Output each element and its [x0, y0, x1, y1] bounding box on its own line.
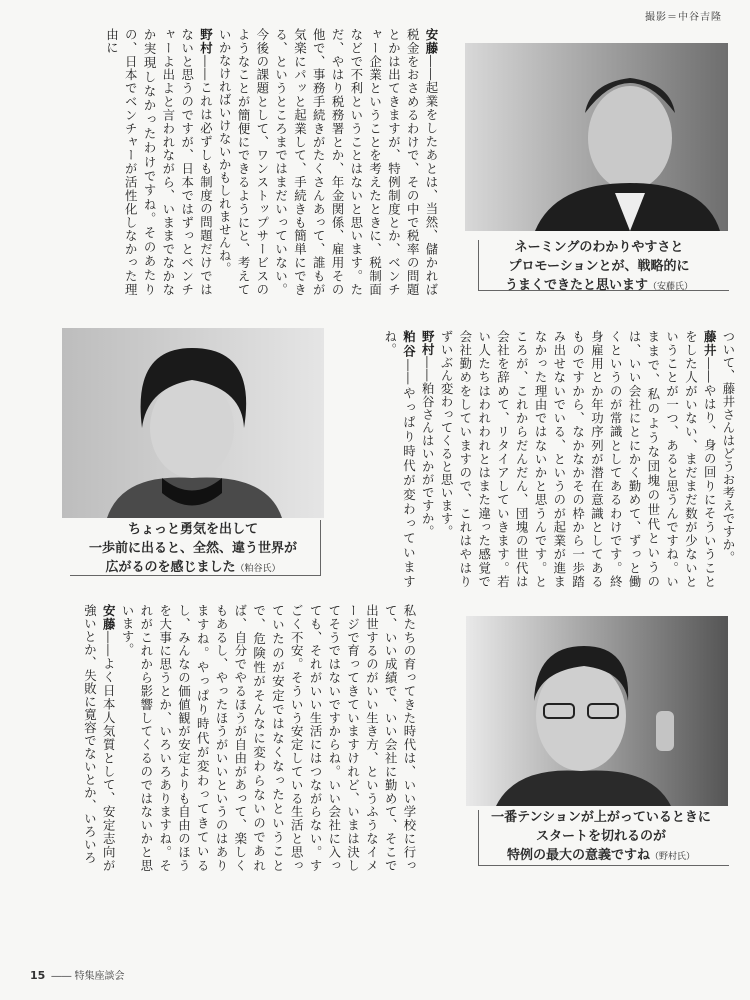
caption-line: 広がるのを感じました（粕谷氏） — [105, 560, 281, 575]
speaker-name: 野村 — [198, 28, 214, 55]
text-column-top-left — [28, 28, 440, 296]
photo-kasuya — [62, 328, 324, 518]
caption-line: ちょっと勇気を出して — [127, 522, 258, 537]
speaker-name: 安藤 — [424, 28, 439, 55]
caption-speaker: （野村氏） — [650, 852, 696, 862]
page-number: 15 — [30, 969, 46, 982]
paragraph-text: ――よく日本人気質として、安定志向が強いとか、失敗に寛容でないとか、いろいろ — [82, 604, 117, 872]
nomura-portrait-image — [466, 616, 728, 806]
photo-credit: 撮影＝中谷吉隆 — [645, 12, 722, 23]
speaker-name: 野村 — [420, 330, 436, 356]
paragraph-text: ――起業をしたあとは、当然、儲かれば税金をおさめるわけで、その中で税率の問題とかは出てきますが、特例制度とか、ベンチャー企業ということを考えたときに、税制面などで不利ということはないと思います。ただ、やはり税務署とか、年金関係、雇用その他で、事務手続きがたくさんあって、誰もが気楽にパッと起業して、手続きも簡単にできる、というところまではまだいっていない。今後の課題として、ワンストップサービスのようなことが簡便にできるようにと、考えていかなければいけないかもしれませんね。 — [217, 28, 439, 296]
paragraph — [80, 604, 118, 872]
caption-line: 一番テンションが上がっているときに — [491, 810, 711, 825]
paragraph-text: ――やっぱり時代が変わっていますね。 — [382, 330, 417, 588]
paragraph-text: ――これは必ずしも制度の問題だけではないと思うのですが、日本ではずっとベンチャーよ出よと言われながら、いままでなかなか実現しなかったわけですね。そのあたりの、日本でベンチャーが活性化しなかった理由に — [104, 28, 214, 296]
caption-nomura — [466, 808, 736, 867]
caption-kasuya — [62, 520, 324, 579]
speaker-name: 安藤 — [101, 604, 117, 631]
photo-ando — [465, 43, 728, 231]
paragraph — [436, 330, 718, 588]
speaker-name: 藤井 — [702, 330, 718, 358]
paragraph — [214, 28, 440, 296]
paragraph — [117, 604, 418, 872]
paragraph-text: ついて、藤井さんはどうお考えですか。 — [721, 330, 736, 564]
caption-line: プロモーションとが、戦略的に — [508, 259, 690, 274]
caption-line: 特例の最大の意義ですね（野村氏） — [506, 848, 696, 863]
caption-line: ネーミングのわかりやすさと — [514, 240, 684, 255]
paragraph — [380, 330, 418, 588]
ando-portrait-image — [465, 43, 728, 231]
paragraph — [417, 330, 436, 588]
caption-line: うまくできたと思います（安藤氏） — [504, 278, 694, 293]
text-column-middle-right — [345, 330, 737, 588]
caption-speaker: （安藤氏） — [648, 282, 694, 292]
kasuya-portrait-image — [62, 328, 324, 518]
photo-nomura — [466, 616, 728, 806]
caption-line: 一歩前に出ると、全然、違う世界が — [88, 541, 297, 556]
paragraph — [718, 330, 737, 588]
text-column-bottom-left — [52, 604, 418, 872]
caption-line: スタートを切れるのが — [535, 829, 666, 844]
speaker-name: 粕谷 — [401, 330, 417, 360]
paragraph — [102, 28, 215, 296]
caption-speaker: （粕谷氏） — [235, 564, 281, 574]
caption-ando — [468, 238, 730, 297]
section-title: ―― 特集座談会 — [51, 971, 125, 982]
paragraph-text: 私たちの育ってきた時代は、いい学校に行って、いい成績で、いい会社に勤めて、そこで出世するのがいい生き方、というふうなイメージで育ってきていますけれど、いまは決してそうではないですからね。いい会社に入っても、それがいい生活にはつながらない。すごく不安。そういう安定している生活と思っていたのが安定ではなくなったということで、危険性がそんなに変わらないのであれば、自分でやるほうが自由があって、楽しくもあるし、やったほうがいいというのはありますね。やっぱり時代が変わってきているし、みんなの価値観が安定よりも自由のほうを大事に思うとか、いろいろありますね。それがこれから影響してくるのではないかと思います。 — [120, 604, 417, 872]
paragraph-text: ――粕谷さんはいかがですか。 — [420, 356, 436, 538]
page-footer — [30, 967, 125, 982]
paragraph-text: ――やはり、身の回りにそういうことをした人がいない、まだまだ数が少ないということが一つ、あると思うんですね。いままで、私のような団塊の世代というのは、いい会社にとにかく勤めて、ずっと働くというのが常識としてあるわけです。終身雇用とか年功序列が潜在意識としてあるものですから、なかなかその枠から一歩踏み出せないでいる、というのが起業が進まなかった理由ではないかと思うんです。ところが、これからだんだん、団塊の世代は会社を辞めて、リタイアしていきます。若い人たちはわれわれとはまた違った感覚で会社勤めをしていますので、これはやはりずいぶん変わってくると思います。 — [439, 330, 718, 588]
